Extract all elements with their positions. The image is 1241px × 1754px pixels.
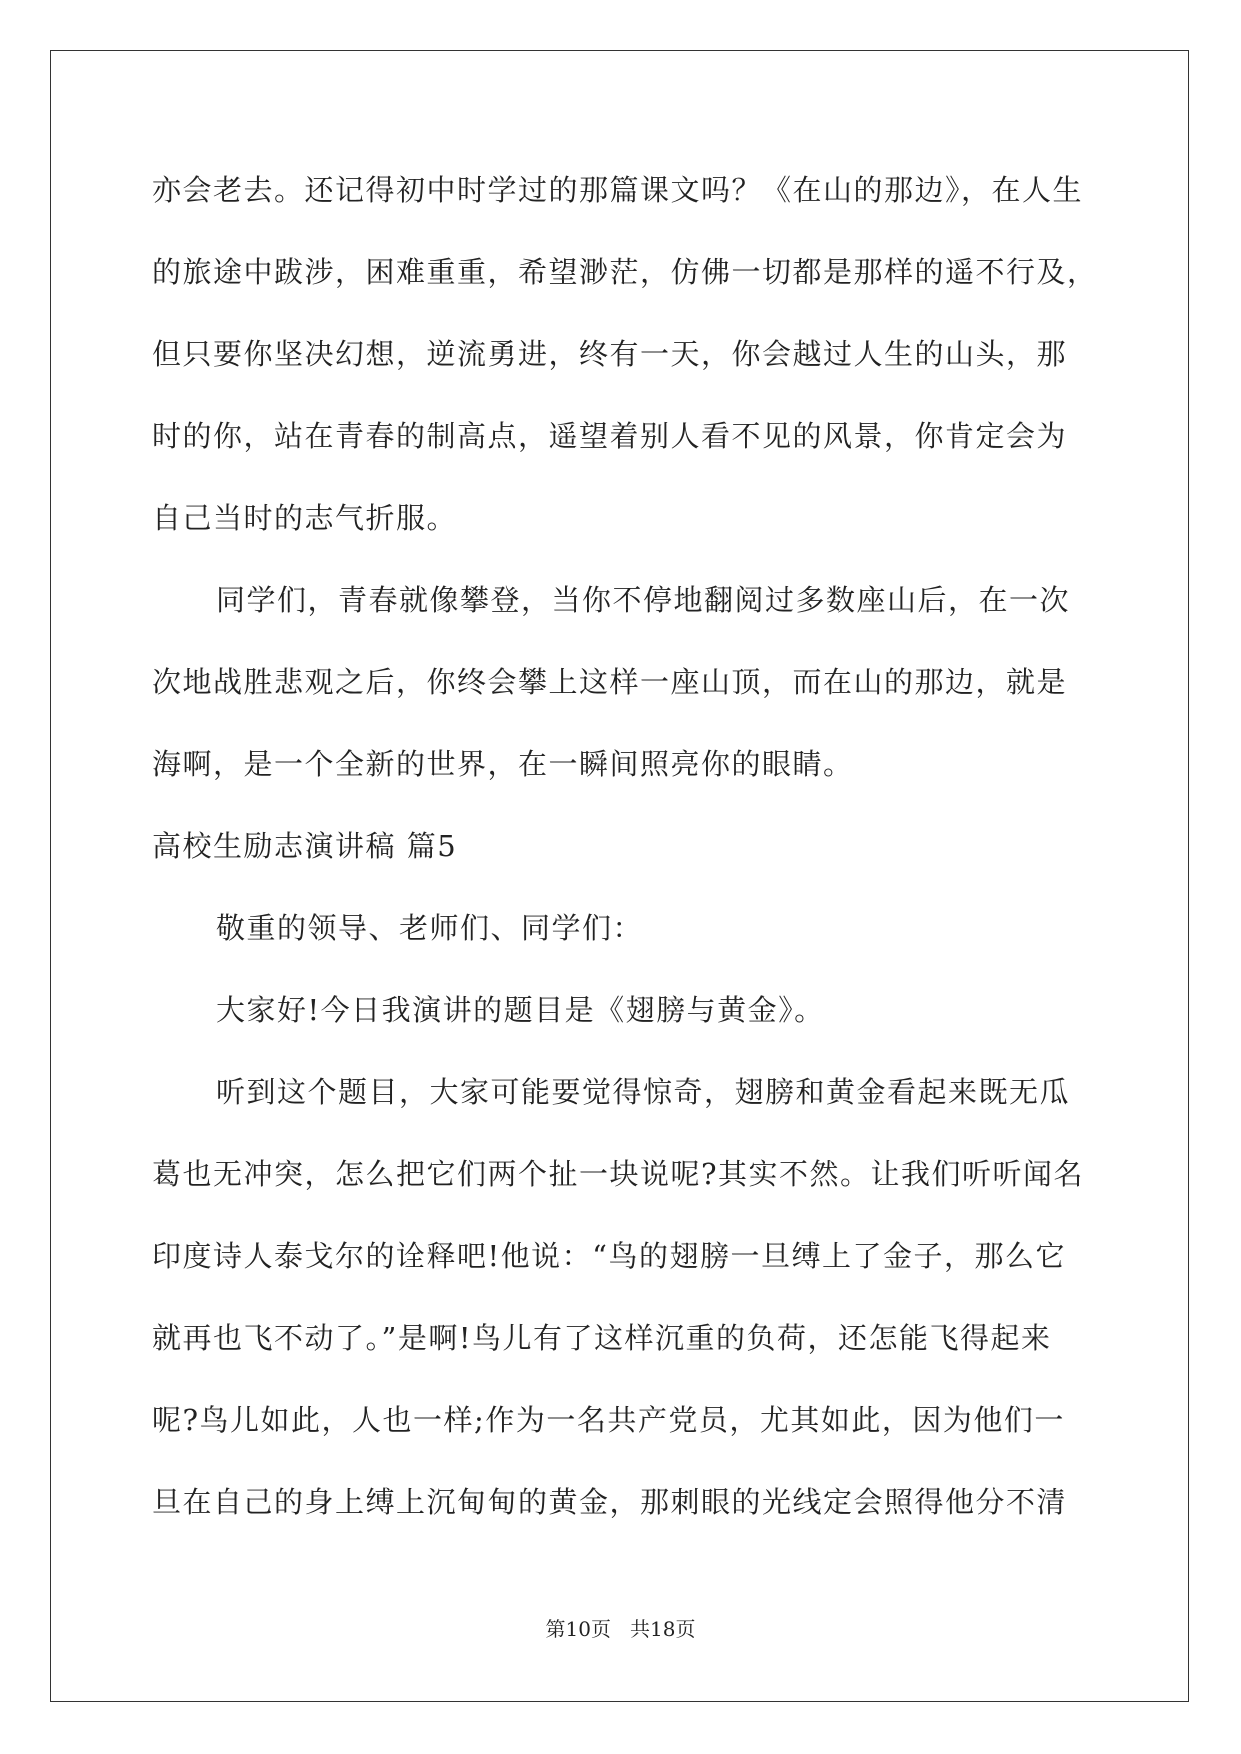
text-line-3: 但只要你坚决幻想，逆流勇进，终有一天，你会越过人生的山头，那 bbox=[152, 337, 1068, 371]
salutation-line: 敬重的领导、老师们、同学们： bbox=[216, 911, 644, 945]
page-footer bbox=[0, 1613, 1241, 1642]
page-number: 第10页 bbox=[545, 1617, 611, 1641]
text-line-1: 亦会老去。还记得初中时学过的那篇课文吗？《在山的那边》，在人生 bbox=[152, 173, 1084, 207]
document-body bbox=[152, 158, 1102, 1552]
text-line-5: 自己当时的志气折服。 bbox=[152, 501, 458, 535]
text-line-2: 的旅途中跋涉，困难重重，希望渺茫，仿佛一切都是那样的遥不行及， bbox=[152, 255, 1098, 289]
section-heading: 高校生励志演讲稿 篇5 bbox=[152, 829, 458, 863]
text-line-4: 时的你，站在青春的制高点，遥望着别人看不见的风景，你肯定会为 bbox=[152, 419, 1068, 453]
text-line-8: 海啊，是一个全新的世界，在一瞬间照亮你的眼睛。 bbox=[152, 747, 854, 781]
text-line-12: 听到这个题目，大家可能要觉得惊奇，翅膀和黄金看起来既无瓜 bbox=[216, 1075, 1071, 1109]
page-total: 共18页 bbox=[630, 1617, 696, 1641]
text-line-6: 同学们，青春就像攀登，当你不停地翻阅过多数座山后，在一次 bbox=[216, 583, 1071, 617]
text-line-17: 旦在自己的身上缚上沉甸甸的黄金，那刺眼的光线定会照得他分不清 bbox=[152, 1485, 1068, 1519]
greeting-line: 大家好!今日我演讲的题目是《翅膀与黄金》。 bbox=[216, 993, 825, 1027]
text-line-16: 呢?鸟儿如此，人也一样;作为一名共产党员，尤其如此，因为他们一 bbox=[152, 1403, 1065, 1437]
text-line-14: 印度诗人泰戈尔的诠释吧!他说：“鸟的翅膀一旦缚上了金子，那么它 bbox=[152, 1239, 1066, 1273]
text-line-15: 就再也飞不动了。”是啊!鸟儿有了这样沉重的负荷，还怎能飞得起来 bbox=[152, 1321, 1052, 1355]
text-line-7: 次地战胜悲观之后，你终会攀上这样一座山顶，而在山的那边，就是 bbox=[152, 665, 1068, 699]
text-line-13: 葛也无冲突，怎么把它们两个扯一块说呢?其实不然。让我们听听闻名 bbox=[152, 1157, 1085, 1191]
